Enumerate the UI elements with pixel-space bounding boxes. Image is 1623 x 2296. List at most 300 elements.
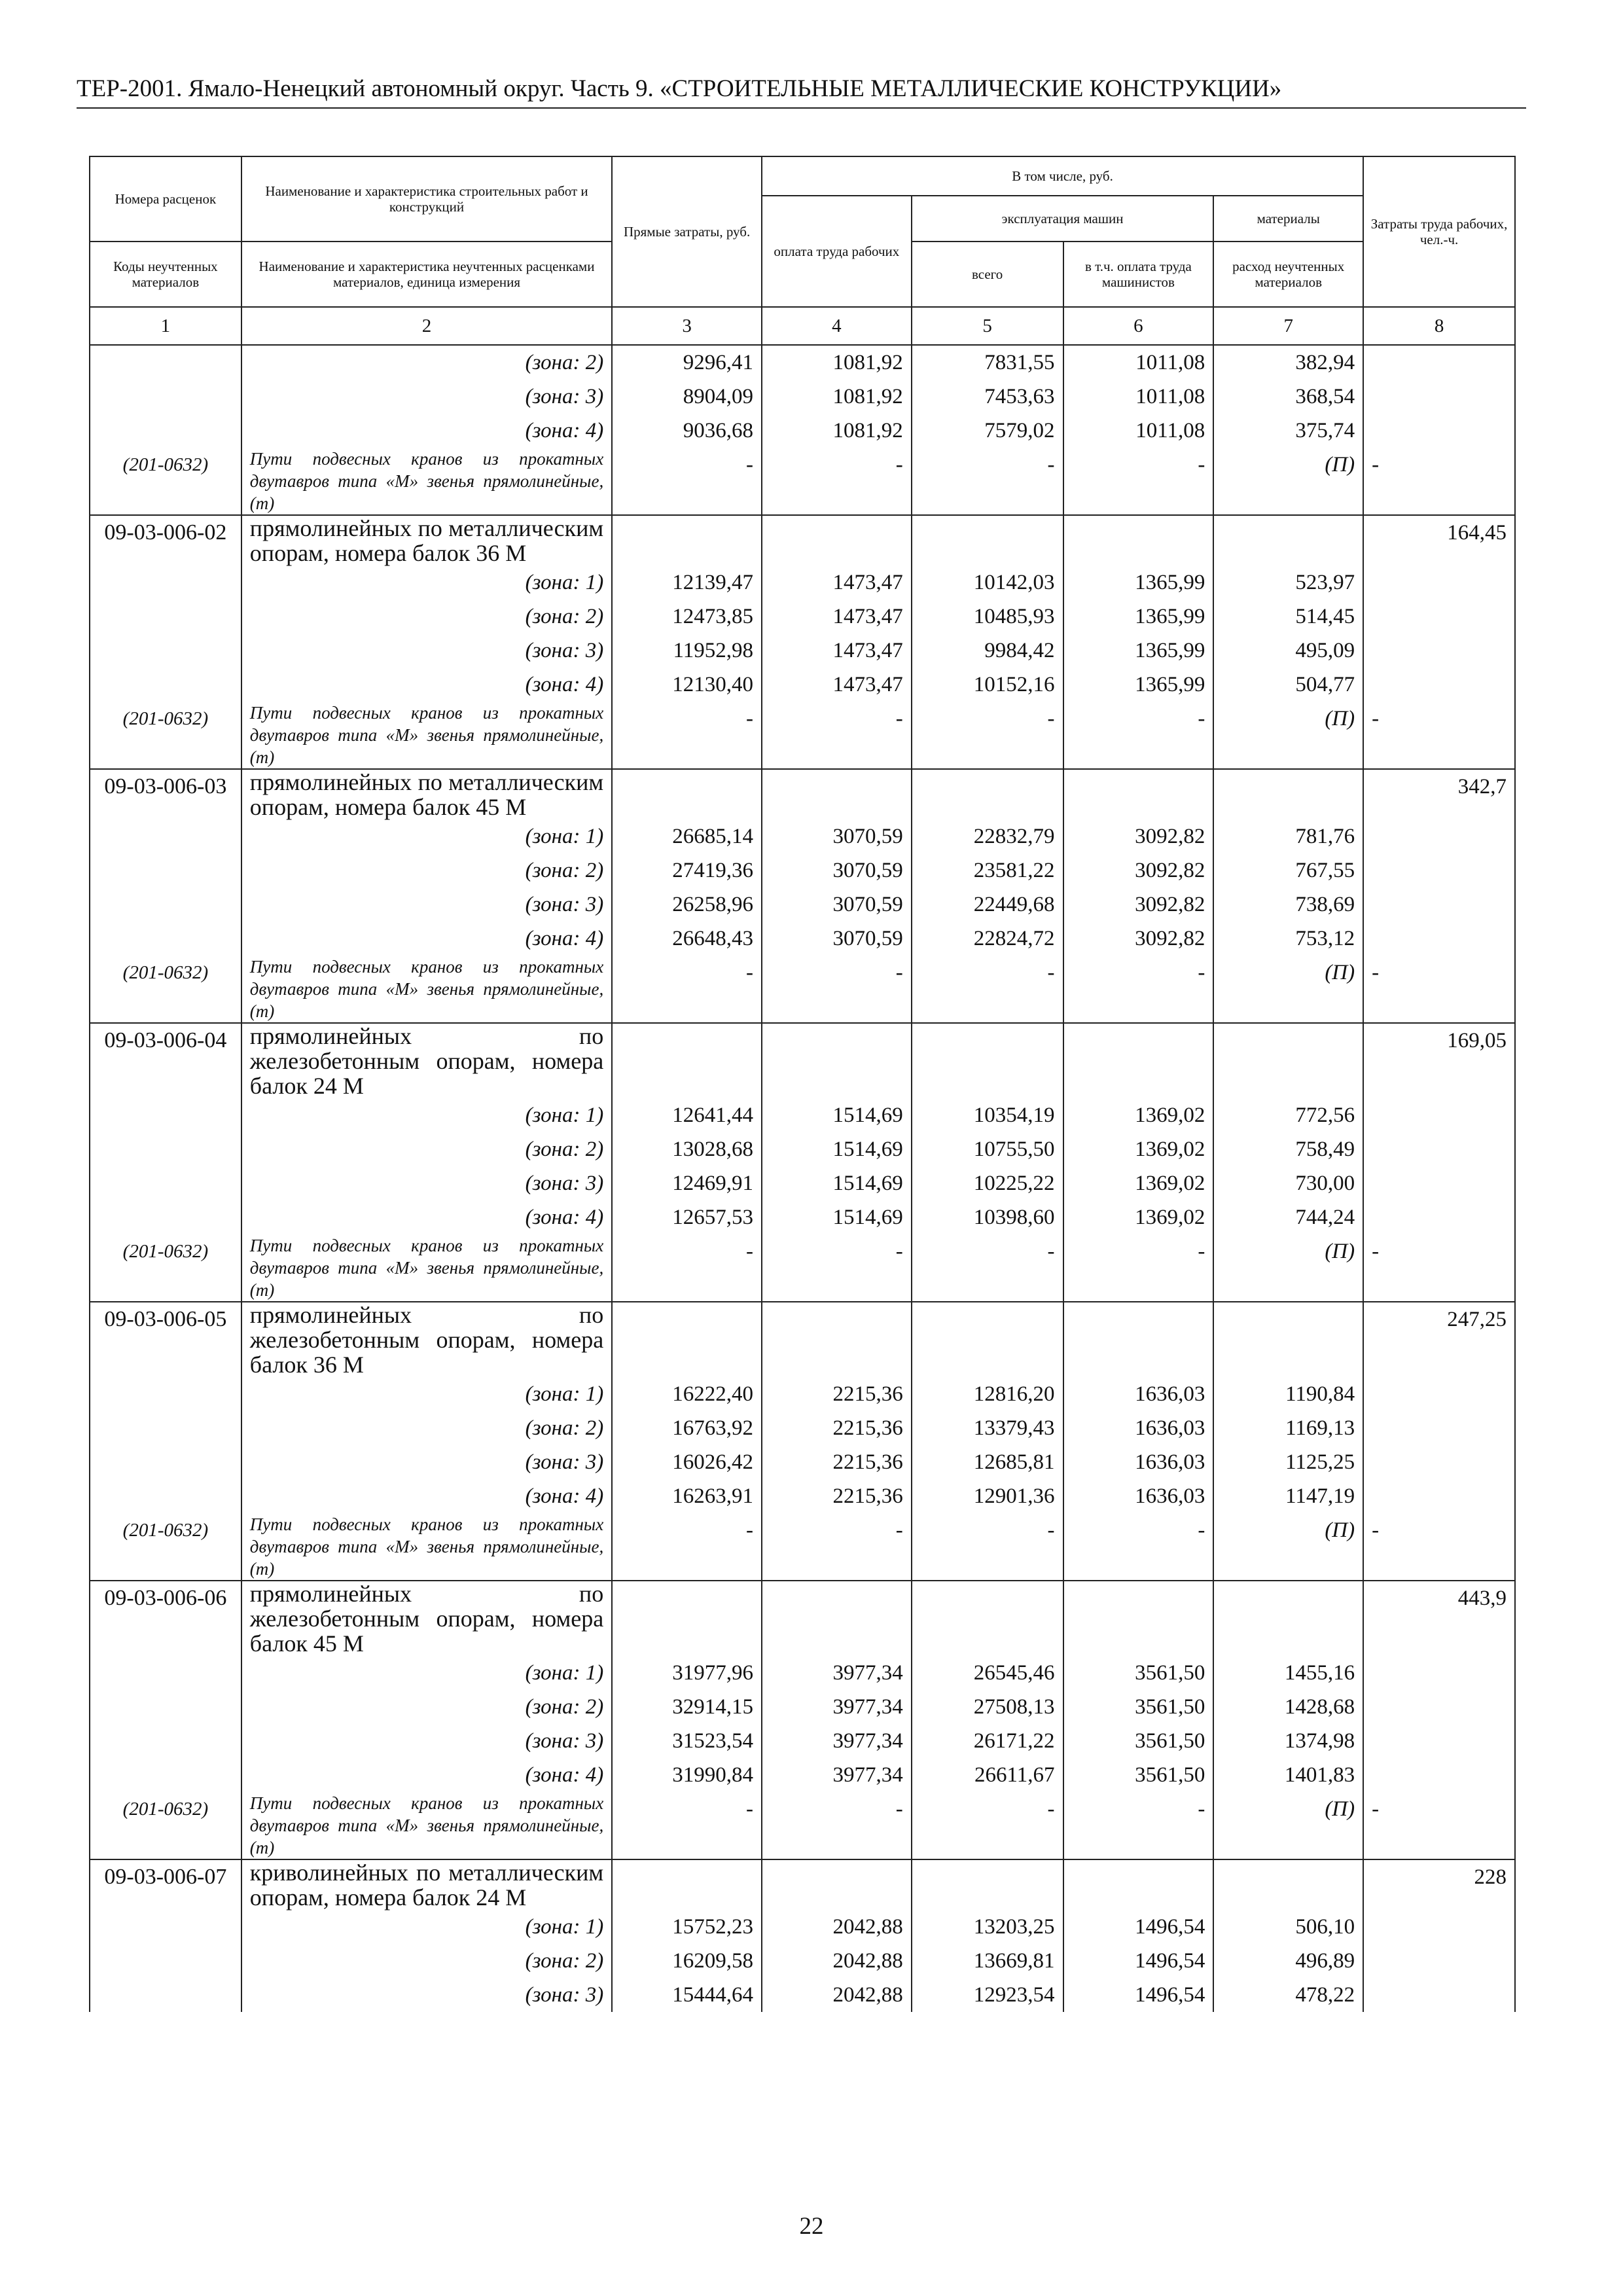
labor-hours-value: 443,9 bbox=[1363, 1581, 1515, 1656]
rate-entry-row bbox=[90, 515, 1515, 565]
zone-label: (зона: 4) bbox=[241, 922, 612, 956]
dash-value: - bbox=[912, 1513, 1063, 1581]
labor-pay-value: 2215,36 bbox=[762, 1445, 912, 1479]
rate-code: 09-03-006-05 bbox=[90, 1302, 241, 1377]
work-name: прямолинейных по железобетонным опорам, номера балок 36 М bbox=[241, 1302, 612, 1377]
machines-total-value: 22824,72 bbox=[912, 922, 1063, 956]
empty-cell bbox=[612, 1302, 762, 1377]
machines-total-value: 7453,63 bbox=[912, 380, 1063, 414]
zone-row bbox=[90, 1978, 1515, 2012]
operators-pay-value: 1636,03 bbox=[1063, 1377, 1214, 1411]
materials-value: 368,54 bbox=[1213, 380, 1363, 414]
empty-cell bbox=[1363, 565, 1515, 600]
materials-value: 730,00 bbox=[1213, 1166, 1363, 1200]
operators-pay-value: 1365,99 bbox=[1063, 565, 1214, 600]
direct-costs-value: 12473,85 bbox=[612, 600, 762, 634]
materials-value: 1374,98 bbox=[1213, 1724, 1363, 1758]
zone-label: (зона: 1) bbox=[241, 565, 612, 600]
operators-pay-value: 1496,54 bbox=[1063, 1910, 1214, 1944]
zone-label: (зона: 3) bbox=[241, 1724, 612, 1758]
labor-hours-value: 164,45 bbox=[1363, 515, 1515, 565]
rate-code: 09-03-006-03 bbox=[90, 769, 241, 819]
materials-value: 1169,13 bbox=[1213, 1411, 1363, 1445]
work-name: прямолинейных по металлическим опорам, номера балок 45 М bbox=[241, 769, 612, 819]
zone-row bbox=[90, 853, 1515, 888]
labor-pay-value: 2042,88 bbox=[762, 1944, 912, 1978]
operators-pay-value: 3561,50 bbox=[1063, 1758, 1214, 1792]
zone-label: (зона: 2) bbox=[241, 853, 612, 888]
operators-pay-value: 3092,82 bbox=[1063, 888, 1214, 922]
empty-cell bbox=[1363, 922, 1515, 956]
operators-pay-value: 3561,50 bbox=[1063, 1656, 1214, 1690]
empty-cell bbox=[762, 1859, 912, 1910]
work-name: криволинейных по металлическим опорам, номера балок 24 М bbox=[241, 1859, 612, 1910]
dash-value: - bbox=[912, 1234, 1063, 1302]
material-code: (201-0632) bbox=[90, 448, 241, 515]
direct-costs-value: 12641,44 bbox=[612, 1098, 762, 1132]
header-labor-pay: оплата труда рабочих bbox=[762, 196, 912, 307]
labor-pay-value: 1473,47 bbox=[762, 600, 912, 634]
empty-cell bbox=[1363, 668, 1515, 702]
direct-costs-value: 31990,84 bbox=[612, 1758, 762, 1792]
header-machines: эксплуатация машин bbox=[912, 196, 1214, 242]
material-code: (201-0632) bbox=[90, 1513, 241, 1581]
material-description: Пути подвесных кранов из прокатных двутавров типа «М» звенья прямолинейные, (т) bbox=[241, 956, 612, 1023]
materials-value: 506,10 bbox=[1213, 1910, 1363, 1944]
unaccounted-material-row bbox=[90, 702, 1515, 769]
machines-total-value: 13669,81 bbox=[912, 1944, 1063, 1978]
machines-total-value: 10398,60 bbox=[912, 1200, 1063, 1234]
materials-value: 504,77 bbox=[1213, 668, 1363, 702]
labor-pay-value: 1081,92 bbox=[762, 345, 912, 380]
dash-value: - bbox=[1363, 448, 1515, 515]
machines-total-value: 10225,22 bbox=[912, 1166, 1063, 1200]
empty-cell bbox=[90, 1200, 241, 1234]
zone-row bbox=[90, 565, 1515, 600]
machines-total-value: 22449,68 bbox=[912, 888, 1063, 922]
dash-value: - bbox=[1063, 956, 1214, 1023]
zone-label: (зона: 3) bbox=[241, 1445, 612, 1479]
zone-row bbox=[90, 668, 1515, 702]
operators-pay-value: 1369,02 bbox=[1063, 1166, 1214, 1200]
zone-label: (зона: 1) bbox=[241, 1098, 612, 1132]
direct-costs-value: 31977,96 bbox=[612, 1656, 762, 1690]
material-flag: (П) bbox=[1213, 702, 1363, 769]
zone-row bbox=[90, 1944, 1515, 1978]
material-code: (201-0632) bbox=[90, 1234, 241, 1302]
operators-pay-value: 1365,99 bbox=[1063, 634, 1214, 668]
header-labor-costs: Затраты труда рабочих, чел.-ч. bbox=[1363, 156, 1515, 307]
direct-costs-value: 16026,42 bbox=[612, 1445, 762, 1479]
direct-costs-value: 26685,14 bbox=[612, 819, 762, 853]
zone-label: (зона: 2) bbox=[241, 1690, 612, 1724]
rates-table bbox=[89, 156, 1516, 2012]
machines-total-value: 12923,54 bbox=[912, 1978, 1063, 2012]
empty-cell bbox=[90, 1479, 241, 1513]
direct-costs-value: 16263,91 bbox=[612, 1479, 762, 1513]
machines-total-value: 10485,93 bbox=[912, 600, 1063, 634]
empty-cell bbox=[1213, 1023, 1363, 1098]
direct-costs-value: 9036,68 bbox=[612, 414, 762, 448]
machines-total-value: 13379,43 bbox=[912, 1411, 1063, 1445]
zone-label: (зона: 1) bbox=[241, 1910, 612, 1944]
labor-pay-value: 1473,47 bbox=[762, 668, 912, 702]
machines-total-value: 27508,13 bbox=[912, 1690, 1063, 1724]
empty-cell bbox=[1363, 1758, 1515, 1792]
operators-pay-value: 1369,02 bbox=[1063, 1132, 1214, 1166]
zone-row bbox=[90, 634, 1515, 668]
zone-label: (зона: 1) bbox=[241, 819, 612, 853]
zone-row bbox=[90, 380, 1515, 414]
direct-costs-value: 8904,09 bbox=[612, 380, 762, 414]
machines-total-value: 26171,22 bbox=[912, 1724, 1063, 1758]
rate-code: 09-03-006-06 bbox=[90, 1581, 241, 1656]
dash-value: - bbox=[762, 1792, 912, 1859]
labor-pay-value: 1473,47 bbox=[762, 634, 912, 668]
labor-pay-value: 3070,59 bbox=[762, 853, 912, 888]
rate-entry-row bbox=[90, 1302, 1515, 1377]
dash-value: - bbox=[912, 1792, 1063, 1859]
materials-value: 523,97 bbox=[1213, 565, 1363, 600]
materials-value: 738,69 bbox=[1213, 888, 1363, 922]
dash-value: - bbox=[612, 1792, 762, 1859]
empty-cell bbox=[90, 600, 241, 634]
empty-cell bbox=[912, 769, 1063, 819]
empty-cell bbox=[1213, 1581, 1363, 1656]
materials-value: 1190,84 bbox=[1213, 1377, 1363, 1411]
operators-pay-value: 3092,82 bbox=[1063, 853, 1214, 888]
empty-cell bbox=[1363, 1200, 1515, 1234]
dash-value: - bbox=[912, 702, 1063, 769]
zone-row bbox=[90, 1910, 1515, 1944]
empty-cell bbox=[912, 515, 1063, 565]
empty-cell bbox=[1063, 1581, 1214, 1656]
zone-row bbox=[90, 888, 1515, 922]
empty-cell bbox=[90, 1758, 241, 1792]
empty-cell bbox=[612, 1859, 762, 1910]
materials-value: 758,49 bbox=[1213, 1132, 1363, 1166]
dash-value: - bbox=[912, 448, 1063, 515]
labor-hours-value: 228 bbox=[1363, 1859, 1515, 1910]
empty-cell bbox=[912, 1023, 1063, 1098]
empty-cell bbox=[762, 515, 912, 565]
empty-cell bbox=[90, 414, 241, 448]
empty-cell bbox=[1363, 819, 1515, 853]
empty-cell bbox=[1363, 380, 1515, 414]
labor-hours-value: 247,25 bbox=[1363, 1302, 1515, 1377]
direct-costs-value: 12469,91 bbox=[612, 1166, 762, 1200]
zone-row bbox=[90, 600, 1515, 634]
column-number: 5 bbox=[912, 307, 1063, 345]
dash-value: - bbox=[612, 1513, 762, 1581]
empty-cell bbox=[1213, 769, 1363, 819]
machines-total-value: 26545,46 bbox=[912, 1656, 1063, 1690]
zone-row bbox=[90, 819, 1515, 853]
labor-pay-value: 3977,34 bbox=[762, 1724, 912, 1758]
labor-pay-value: 1514,69 bbox=[762, 1166, 912, 1200]
empty-cell bbox=[1363, 414, 1515, 448]
zone-row bbox=[90, 1656, 1515, 1690]
operators-pay-value: 1496,54 bbox=[1063, 1944, 1214, 1978]
zone-row bbox=[90, 1377, 1515, 1411]
direct-costs-value: 32914,15 bbox=[612, 1690, 762, 1724]
direct-costs-value: 15444,64 bbox=[612, 1978, 762, 2012]
operators-pay-value: 1636,03 bbox=[1063, 1411, 1214, 1445]
zone-label: (зона: 1) bbox=[241, 1377, 612, 1411]
rate-code: 09-03-006-04 bbox=[90, 1023, 241, 1098]
labor-pay-value: 3977,34 bbox=[762, 1656, 912, 1690]
dash-value: - bbox=[1363, 1234, 1515, 1302]
page-number: 22 bbox=[799, 2213, 824, 2240]
direct-costs-value: 27419,36 bbox=[612, 853, 762, 888]
column-number: 2 bbox=[241, 307, 612, 345]
rate-entry-row bbox=[90, 769, 1515, 819]
machines-total-value: 9984,42 bbox=[912, 634, 1063, 668]
dash-value: - bbox=[762, 956, 912, 1023]
material-description: Пути подвесных кранов из прокатных двутавров типа «М» звенья прямолинейные, (т) bbox=[241, 1792, 612, 1859]
machines-total-value: 7579,02 bbox=[912, 414, 1063, 448]
direct-costs-value: 12657,53 bbox=[612, 1200, 762, 1234]
dash-value: - bbox=[1363, 1513, 1515, 1581]
empty-cell bbox=[1363, 345, 1515, 380]
labor-pay-value: 1514,69 bbox=[762, 1200, 912, 1234]
header-col2-top: Наименование и характеристика строительных работ и конструкций bbox=[241, 156, 612, 242]
empty-cell bbox=[1363, 888, 1515, 922]
rate-entry-row bbox=[90, 1581, 1515, 1656]
direct-costs-value: 12130,40 bbox=[612, 668, 762, 702]
rate-code: 09-03-006-02 bbox=[90, 515, 241, 565]
unaccounted-material-row bbox=[90, 448, 1515, 515]
direct-costs-value: 26258,96 bbox=[612, 888, 762, 922]
machines-total-value: 12685,81 bbox=[912, 1445, 1063, 1479]
machines-total-value: 13203,25 bbox=[912, 1910, 1063, 1944]
empty-cell bbox=[90, 922, 241, 956]
labor-pay-value: 3070,59 bbox=[762, 922, 912, 956]
header-machines-total: всего bbox=[912, 242, 1063, 307]
empty-cell bbox=[1363, 1479, 1515, 1513]
dash-value: - bbox=[612, 448, 762, 515]
materials-value: 375,74 bbox=[1213, 414, 1363, 448]
empty-cell bbox=[1363, 1690, 1515, 1724]
direct-costs-value: 9296,41 bbox=[612, 345, 762, 380]
operators-pay-value: 1636,03 bbox=[1063, 1445, 1214, 1479]
empty-cell bbox=[90, 1445, 241, 1479]
header-col1-top: Номера расценок bbox=[90, 156, 241, 242]
labor-pay-value: 1514,69 bbox=[762, 1132, 912, 1166]
labor-pay-value: 1081,92 bbox=[762, 380, 912, 414]
empty-cell bbox=[1213, 515, 1363, 565]
direct-costs-value: 16222,40 bbox=[612, 1377, 762, 1411]
dash-value: - bbox=[1363, 702, 1515, 769]
operators-pay-value: 3561,50 bbox=[1063, 1724, 1214, 1758]
empty-cell bbox=[90, 1166, 241, 1200]
labor-pay-value: 2042,88 bbox=[762, 1978, 912, 2012]
labor-pay-value: 1514,69 bbox=[762, 1098, 912, 1132]
empty-cell bbox=[1363, 1132, 1515, 1166]
work-name: прямолинейных по металлическим опорам, номера балок 36 М bbox=[241, 515, 612, 565]
empty-cell bbox=[612, 515, 762, 565]
dash-value: - bbox=[762, 1234, 912, 1302]
direct-costs-value: 13028,68 bbox=[612, 1132, 762, 1166]
dash-value: - bbox=[1063, 702, 1214, 769]
empty-cell bbox=[762, 1581, 912, 1656]
empty-cell bbox=[90, 1656, 241, 1690]
dash-value: - bbox=[762, 702, 912, 769]
empty-cell bbox=[1063, 769, 1214, 819]
empty-cell bbox=[912, 1302, 1063, 1377]
zone-row bbox=[90, 1758, 1515, 1792]
header-direct-costs: Прямые затраты, руб. bbox=[612, 156, 762, 307]
material-description: Пути подвесных кранов из прокатных двутавров типа «М» звенья прямолинейные, (т) bbox=[241, 1234, 612, 1302]
dash-value: - bbox=[1363, 956, 1515, 1023]
empty-cell bbox=[1363, 1098, 1515, 1132]
rate-entry-row bbox=[90, 1859, 1515, 1910]
operators-pay-value: 1011,08 bbox=[1063, 345, 1214, 380]
zone-label: (зона: 2) bbox=[241, 600, 612, 634]
machines-total-value: 10354,19 bbox=[912, 1098, 1063, 1132]
empty-cell bbox=[1363, 600, 1515, 634]
empty-cell bbox=[90, 1132, 241, 1166]
empty-cell bbox=[1363, 1411, 1515, 1445]
zone-row bbox=[90, 1690, 1515, 1724]
zone-label: (зона: 2) bbox=[241, 1132, 612, 1166]
machines-total-value: 23581,22 bbox=[912, 853, 1063, 888]
empty-cell bbox=[90, 1377, 241, 1411]
operators-pay-value: 1369,02 bbox=[1063, 1200, 1214, 1234]
header-col2-bottom: Наименование и характеристика неучтенных расценками материалов, единица измерения bbox=[241, 242, 612, 307]
machines-total-value: 22832,79 bbox=[912, 819, 1063, 853]
empty-cell bbox=[1363, 1656, 1515, 1690]
direct-costs-value: 31523,54 bbox=[612, 1724, 762, 1758]
labor-pay-value: 3070,59 bbox=[762, 888, 912, 922]
header-materials-unaccounted: расход неучтенных материалов bbox=[1213, 242, 1363, 307]
operators-pay-value: 3092,82 bbox=[1063, 922, 1214, 956]
materials-value: 1125,25 bbox=[1213, 1445, 1363, 1479]
direct-costs-value: 15752,23 bbox=[612, 1910, 762, 1944]
dash-value: - bbox=[612, 702, 762, 769]
zone-label: (зона: 2) bbox=[241, 345, 612, 380]
empty-cell bbox=[90, 1411, 241, 1445]
zone-label: (зона: 3) bbox=[241, 380, 612, 414]
running-head: ТЕР-2001. Ямало-Ненецкий автономный округ. Часть 9. «СТРОИТЕЛЬНЫЕ МЕТАЛЛИЧЕСКИЕ КОНСТРУКЦИИ» bbox=[77, 73, 1526, 109]
materials-value: 744,24 bbox=[1213, 1200, 1363, 1234]
direct-costs-value: 12139,47 bbox=[612, 565, 762, 600]
operators-pay-value: 1369,02 bbox=[1063, 1098, 1214, 1132]
empty-cell bbox=[1063, 515, 1214, 565]
labor-hours-value: 342,7 bbox=[1363, 769, 1515, 819]
operators-pay-value: 1011,08 bbox=[1063, 414, 1214, 448]
empty-cell bbox=[90, 1978, 241, 2012]
rate-entry-row bbox=[90, 1023, 1515, 1098]
empty-cell bbox=[90, 819, 241, 853]
zone-row bbox=[90, 922, 1515, 956]
empty-cell bbox=[90, 1724, 241, 1758]
operators-pay-value: 1636,03 bbox=[1063, 1479, 1214, 1513]
empty-cell bbox=[612, 769, 762, 819]
empty-cell bbox=[1363, 853, 1515, 888]
empty-cell bbox=[612, 1581, 762, 1656]
empty-cell bbox=[912, 1859, 1063, 1910]
dash-value: - bbox=[1363, 1792, 1515, 1859]
labor-pay-value: 2215,36 bbox=[762, 1377, 912, 1411]
empty-cell bbox=[90, 888, 241, 922]
material-flag: (П) bbox=[1213, 1792, 1363, 1859]
empty-cell bbox=[1363, 1910, 1515, 1944]
work-name: прямолинейных по железобетонным опорам, номера балок 45 М bbox=[241, 1581, 612, 1656]
material-flag: (П) bbox=[1213, 448, 1363, 515]
rate-code: 09-03-006-07 bbox=[90, 1859, 241, 1910]
zone-label: (зона: 2) bbox=[241, 1944, 612, 1978]
empty-cell bbox=[90, 345, 241, 380]
labor-pay-value: 2215,36 bbox=[762, 1479, 912, 1513]
machines-total-value: 10142,03 bbox=[912, 565, 1063, 600]
zone-label: (зона: 2) bbox=[241, 1411, 612, 1445]
operators-pay-value: 1011,08 bbox=[1063, 380, 1214, 414]
unaccounted-material-row bbox=[90, 1792, 1515, 1859]
zone-row bbox=[90, 1098, 1515, 1132]
empty-cell bbox=[90, 668, 241, 702]
material-flag: (П) bbox=[1213, 956, 1363, 1023]
operators-pay-value: 1496,54 bbox=[1063, 1978, 1214, 2012]
materials-value: 495,09 bbox=[1213, 634, 1363, 668]
column-number: 7 bbox=[1213, 307, 1363, 345]
materials-value: 1455,16 bbox=[1213, 1656, 1363, 1690]
materials-value: 767,55 bbox=[1213, 853, 1363, 888]
work-name: прямолинейных по железобетонным опорам, номера балок 24 М bbox=[241, 1023, 612, 1098]
zone-row bbox=[90, 1200, 1515, 1234]
labor-pay-value: 1473,47 bbox=[762, 565, 912, 600]
zone-row bbox=[90, 1479, 1515, 1513]
table-body bbox=[90, 345, 1515, 2012]
material-description: Пути подвесных кранов из прокатных двутавров типа «М» звенья прямолинейные, (т) bbox=[241, 448, 612, 515]
materials-value: 496,89 bbox=[1213, 1944, 1363, 1978]
empty-cell bbox=[90, 634, 241, 668]
zone-label: (зона: 4) bbox=[241, 668, 612, 702]
materials-value: 478,22 bbox=[1213, 1978, 1363, 2012]
machines-total-value: 7831,55 bbox=[912, 345, 1063, 380]
direct-costs-value: 26648,43 bbox=[612, 922, 762, 956]
zone-row bbox=[90, 1132, 1515, 1166]
operators-pay-value: 1365,99 bbox=[1063, 600, 1214, 634]
header-machines-operators: в т.ч. оплата труда машинистов bbox=[1063, 242, 1214, 307]
direct-costs-value: 16763,92 bbox=[612, 1411, 762, 1445]
empty-cell bbox=[1363, 1944, 1515, 1978]
dash-value: - bbox=[612, 1234, 762, 1302]
empty-cell bbox=[912, 1581, 1063, 1656]
column-number: 8 bbox=[1363, 307, 1515, 345]
dash-value: - bbox=[762, 1513, 912, 1581]
empty-cell bbox=[90, 1944, 241, 1978]
materials-value: 514,45 bbox=[1213, 600, 1363, 634]
material-code: (201-0632) bbox=[90, 1792, 241, 1859]
empty-cell bbox=[90, 853, 241, 888]
labor-pay-value: 3977,34 bbox=[762, 1690, 912, 1724]
empty-cell bbox=[90, 1690, 241, 1724]
machines-total-value: 26611,67 bbox=[912, 1758, 1063, 1792]
empty-cell bbox=[762, 1302, 912, 1377]
zone-row bbox=[90, 1445, 1515, 1479]
machines-total-value: 10152,16 bbox=[912, 668, 1063, 702]
zone-label: (зона: 1) bbox=[241, 1656, 612, 1690]
machines-total-value: 10755,50 bbox=[912, 1132, 1063, 1166]
operators-pay-value: 3092,82 bbox=[1063, 819, 1214, 853]
column-number: 3 bbox=[612, 307, 762, 345]
empty-cell bbox=[1363, 634, 1515, 668]
direct-costs-value: 16209,58 bbox=[612, 1944, 762, 1978]
dash-value: - bbox=[762, 448, 912, 515]
empty-cell bbox=[1363, 1445, 1515, 1479]
direct-costs-value: 11952,98 bbox=[612, 634, 762, 668]
